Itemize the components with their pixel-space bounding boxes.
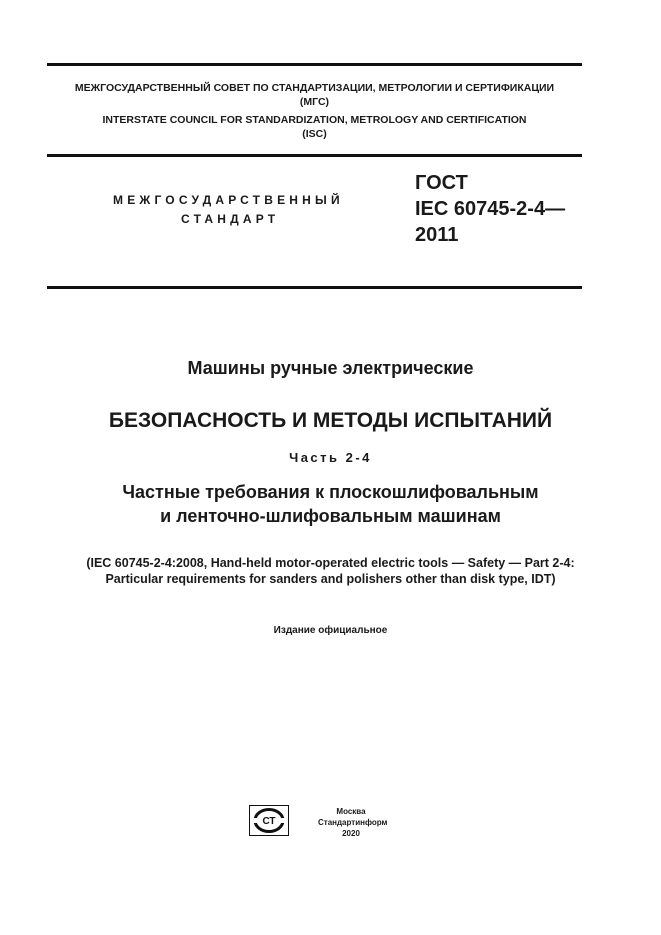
- gost-line1: ГОСТ: [415, 172, 468, 194]
- top-rule: [47, 63, 582, 66]
- reference-line1: (IEC 60745-2-4:2008, Hand-held motor-operated electric tools — Safety — Part 2-4:: [86, 556, 575, 570]
- standard-type-line2: СТАНДАРТ: [181, 212, 280, 226]
- gost-line3: 2011: [415, 224, 459, 246]
- publisher-name: Стандартинформ: [318, 818, 388, 827]
- council-ru-abbr: (МГС): [299, 96, 330, 108]
- publisher-logo: [249, 805, 289, 836]
- part-number: Часть 2-4: [289, 450, 372, 465]
- council-ru-line: МЕЖГОСУДАРСТВЕННЫЙ СОВЕТ ПО СТАНДАРТИЗАЦИИ, МЕТРОЛОГИИ И СЕРТИФИКАЦИИ: [74, 82, 555, 94]
- subject-title: Машины ручные электрические: [187, 358, 474, 378]
- publisher-block: [318, 806, 388, 839]
- publisher-city: Москва: [336, 807, 366, 816]
- council-en-line: INTERSTATE COUNCIL FOR STANDARDIZATION, METROLOGY AND CERTIFICATION: [102, 114, 527, 126]
- publisher-year: 2020: [342, 829, 360, 838]
- council-en-abbr: (ISC): [302, 128, 327, 140]
- header-rule: [47, 154, 582, 157]
- edition-label: Издание официальное: [273, 625, 388, 636]
- publisher-logo-text: СТ: [262, 816, 276, 827]
- reference-line2: Particular requirements for sanders and polishers other than disk type, IDT): [105, 572, 556, 586]
- main-title: БЕЗОПАСНОСТЬ И МЕТОДЫ ИСПЫТАНИЙ: [108, 409, 553, 432]
- standard-type-line1: МЕЖГОСУДАРСТВЕННЫЙ: [113, 193, 344, 207]
- designation-rule: [47, 286, 582, 289]
- gost-line2: IEC 60745-2-4—: [415, 198, 566, 220]
- part-title-line2: и ленточно-шлифовальным машинам: [160, 506, 501, 526]
- part-title-line1: Частные требования к плоскошлифовальным: [122, 482, 539, 502]
